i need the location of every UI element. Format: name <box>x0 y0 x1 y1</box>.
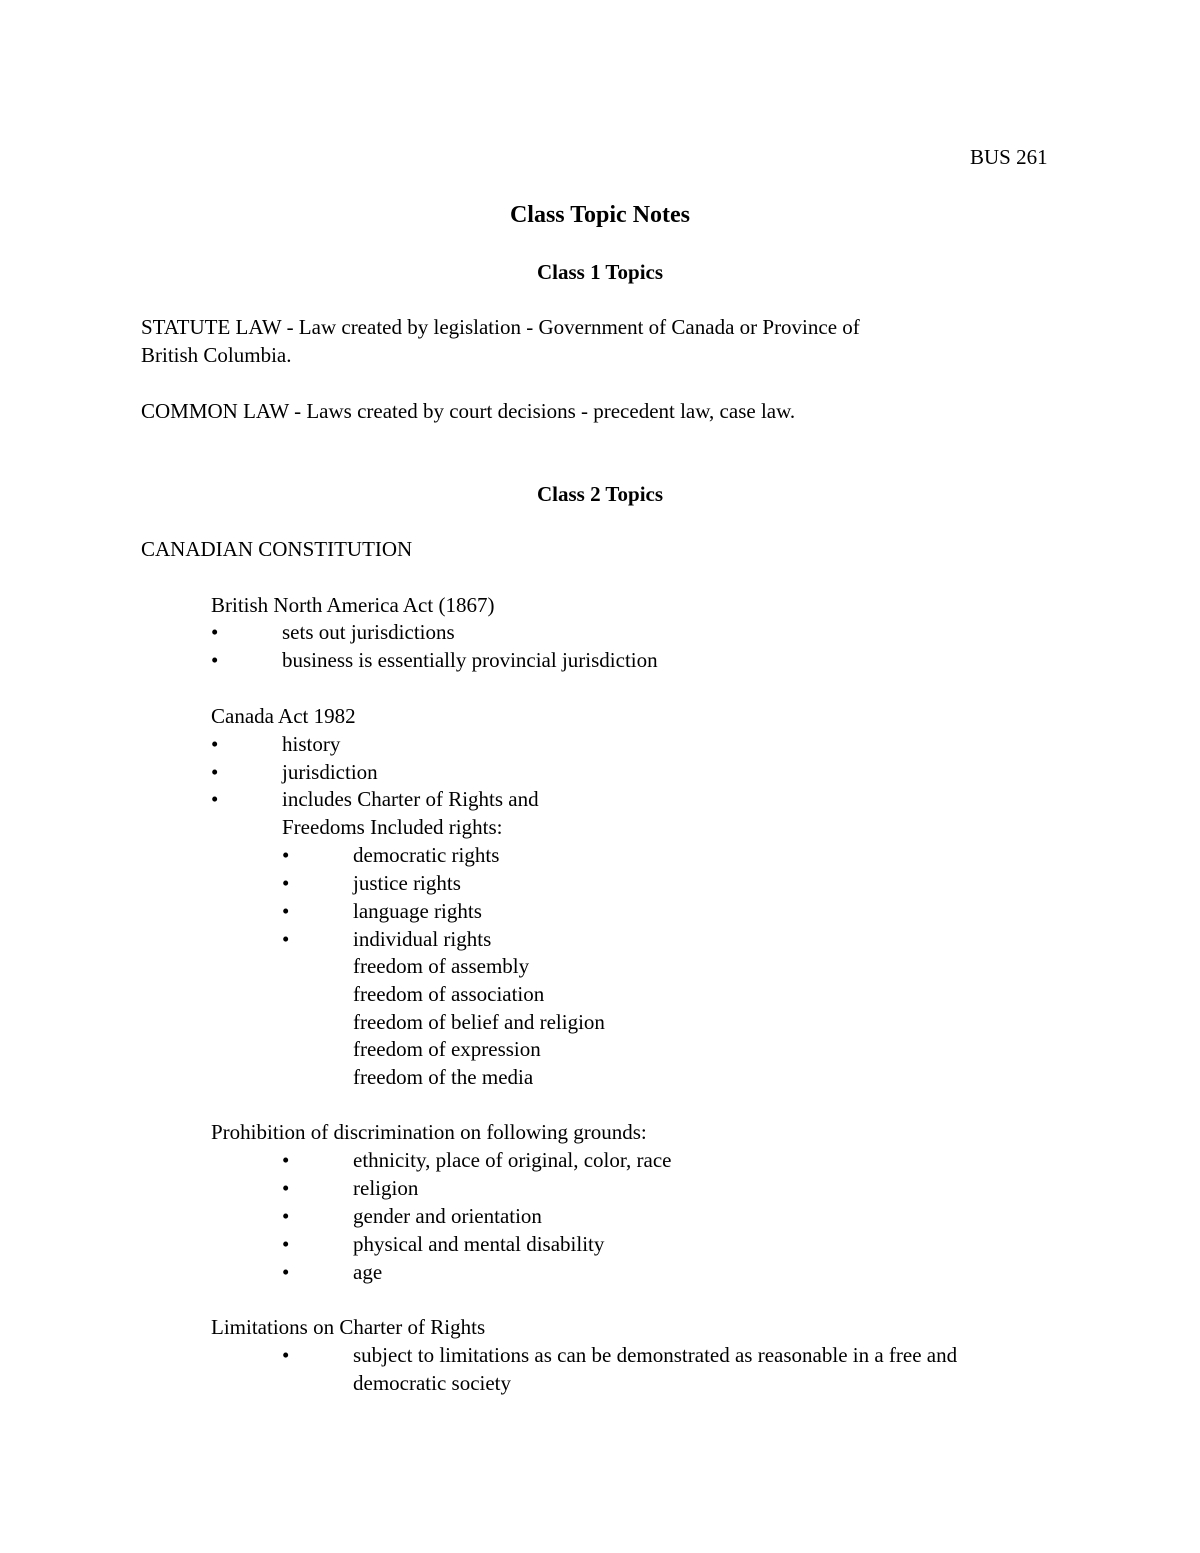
list-item: freedom of association <box>353 982 545 1006</box>
list-item: freedom of assembly <box>353 954 530 978</box>
bullet-glyph: • <box>282 899 290 923</box>
bullet-glyph: • <box>211 760 219 784</box>
bullet-glyph: • <box>282 1260 290 1284</box>
bullet-glyph: • <box>282 927 290 951</box>
bullet-glyph: • <box>282 1148 290 1172</box>
list-item: freedom of the media <box>353 1065 534 1089</box>
list-item: subject to limitations as can be demonstrated as reasonable in a free and <box>353 1343 958 1367</box>
bullet-glyph: • <box>282 1176 290 1200</box>
list-item: religion <box>353 1176 419 1200</box>
list-item: freedom of belief and religion <box>353 1010 605 1034</box>
class2-heading: Class 2 Topics <box>536 482 664 506</box>
list-item: physical and mental disability <box>353 1232 605 1256</box>
list-item: language rights <box>353 899 482 923</box>
bullet-glyph: • <box>282 871 290 895</box>
bullet-glyph: • <box>282 1204 290 1228</box>
bullet-glyph: • <box>211 732 219 756</box>
canada-act-title: Canada Act 1982 <box>211 704 356 728</box>
list-item-continuation: democratic society <box>353 1371 512 1395</box>
list-item: jurisdiction <box>282 760 378 784</box>
prohibition-title: Prohibition of discrimination on following grounds: <box>211 1120 647 1144</box>
bullet-glyph: • <box>282 1232 290 1256</box>
common-law-line: COMMON LAW - Laws created by court decisions - precedent law, case law. <box>141 399 796 423</box>
section-title: CANADIAN CONSTITUTION <box>141 537 413 561</box>
list-item: democratic rights <box>353 843 500 867</box>
bullet-glyph: • <box>211 787 219 811</box>
class1-heading: Class 1 Topics <box>536 260 664 284</box>
list-item: justice rights <box>353 871 461 895</box>
list-item: gender and orientation <box>353 1204 542 1228</box>
list-item: business is essentially provincial jurisdiction <box>282 648 658 672</box>
list-item: includes Charter of Rights and <box>282 787 539 811</box>
list-item: history <box>282 732 341 756</box>
list-item: freedom of expression <box>353 1037 541 1061</box>
limitations-title: Limitations on Charter of Rights <box>211 1315 486 1339</box>
page-title: Class Topic Notes <box>509 202 691 228</box>
list-item: ethnicity, place of original, color, race <box>353 1148 672 1172</box>
list-item: age <box>353 1260 383 1284</box>
list-item-continuation: Freedoms Included rights: <box>282 815 503 839</box>
statute-law-line2: British Columbia. <box>141 343 292 367</box>
list-item: individual rights <box>353 927 492 951</box>
bullet-glyph: • <box>211 648 219 672</box>
bullet-glyph: • <box>282 843 290 867</box>
statute-law-line1: STATUTE LAW - Law created by legislation - Government of Canada or Province of <box>141 315 860 339</box>
bullet-glyph: • <box>211 620 219 644</box>
list-item: sets out jurisdictions <box>282 620 455 644</box>
bna-title: British North America Act (1867) <box>211 593 495 617</box>
course-code: BUS 261 <box>970 145 1048 169</box>
bullet-glyph: • <box>282 1343 290 1367</box>
